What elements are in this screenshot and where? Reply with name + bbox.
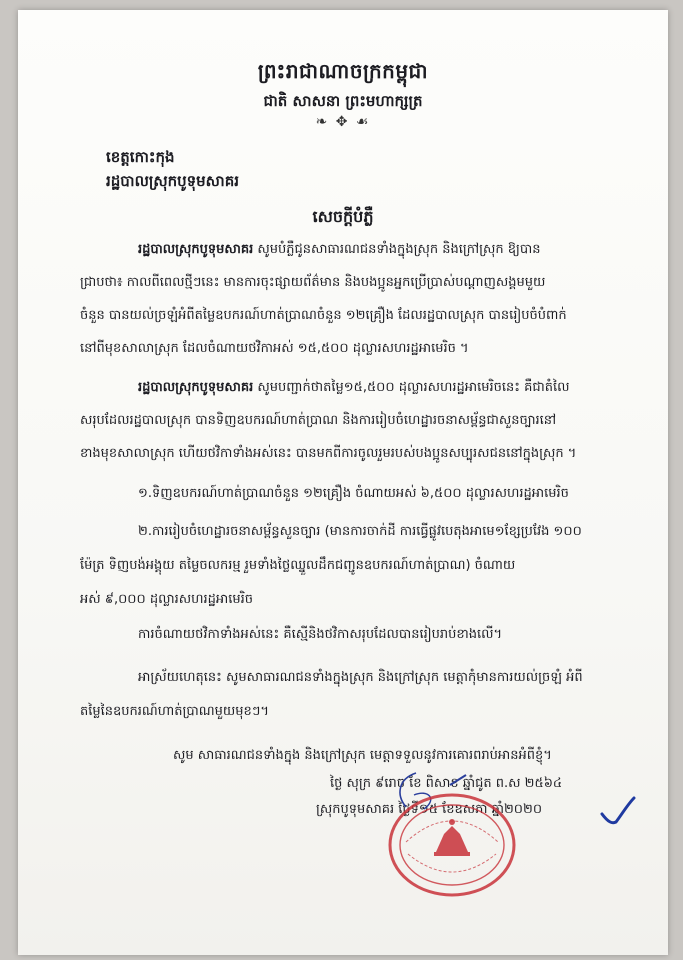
official-stamp <box>386 790 518 900</box>
p1-line-1 <box>138 242 540 258</box>
document-page <box>18 10 668 955</box>
p2-lead: រដ្ឋបាលស្រុកបូទុមសាគរ <box>138 380 254 395</box>
document-title: សេចក្តីបំភ្លឺ <box>312 207 374 226</box>
p1-line-2: ជ្រាបថា៖ កាលពីពេលថ្មីៗនេះ មានការចុះផ្សាយព័ត៌មាន និងបងប្អូនអ្នកប្រើប្រាស់បណ្តាញសង្គមមួយ <box>80 275 546 290</box>
kingdom-heading: ព្រះរាជាណាចក្រកម្ពុជា <box>257 59 429 83</box>
signature-checkmark <box>598 796 638 832</box>
expense-item-2-line-1: ២.ការរៀបចំហេដ្ឋារចនាសម្ព័ន្ធសួនច្បារ (មានការចាក់ដី ការធ្វើផ្លូវបេតុងអាមេ១ខ្សែប្រវែង ១០០ <box>138 524 582 539</box>
expense-item-2-line-3: អស់ ៩,០០០ ដុល្លារសហរដ្ឋអាមេរិច <box>80 592 253 607</box>
p3-line-2: តម្លៃនៃឧបករណ៍ហាត់ប្រាណមួយមុខៗ។ <box>80 704 269 719</box>
p2-line-1 <box>138 380 569 396</box>
p1-lead: រដ្ឋបាលស្រុកបូទុមសាគរ <box>138 242 254 257</box>
p1-line-1-text: សូមបំភ្លឺជូនសាធារណជនទាំងក្នុងស្រុក និងក្រៅស្រុក ឱ្យបាន <box>253 242 541 257</box>
p1-line-4: នៅពីមុខសាលាស្រុក ដែលចំណាយថវិកាអស់ ១៥,៥០០ ដុល្លារសហរដ្ឋអាមេរិច ។ <box>80 341 469 356</box>
p2-line-2: សរុបដែលរដ្ឋបាលស្រុក បានទិញឧបករណ៍ហាត់ប្រាណ និងការរៀបចំហេដ្ឋារចនាសម្ព័ន្ធជាសួនច្បារនៅ <box>80 413 557 428</box>
ornament-divider: ❧ ✥ ☙ <box>315 114 371 130</box>
district-administration: រដ្ឋបាលស្រុកបូទុមសាគរ <box>106 172 240 190</box>
lunar-date: ថ្ងៃ សុក្រ ៩រោច ខែ ពិសាខ ឆ្នាំជូត ព.ស ២៥៦៤ <box>330 776 563 791</box>
p2-line-3: ខាងមុខសាលាស្រុក ហើយថវិកាទាំងអស់នេះ បានមកពីការចូលរួមរបស់បងប្អូនសប្បុរសជននៅក្នុងស្រុក ។ <box>80 446 577 461</box>
expense-item-2-line-2: ម៉ែត្រ ទិញបង់អង្គុយ តម្លៃចលករម្ម រួមទាំងថ្លៃឈ្នួលដឹកជញ្ជូនឧបករណ៍ហាត់ប្រាណ) ចំណាយ <box>80 558 516 573</box>
solar-date: ស្រុកបូទុមសាគរ ថ្ងៃទី១៥ ខែឧសភា ឆ្នាំ២០២០ <box>316 802 543 817</box>
p3-line-1: អាស្រ័យហេតុនេះ សូមសាធារណជនទាំងក្នុងស្រុក និងក្រៅស្រុក មេត្តាកុំមានការយល់ច្រឡំ អំពី <box>138 670 583 685</box>
closing-line: សូម សាធារណជនទាំងក្នុង និងក្រៅស្រុក មេត្តាទទួលនូវការគោរពរាប់អានអំពីខ្ញុំ។ <box>173 748 552 763</box>
national-motto: ជាតិ សាសនា ព្រះមហាក្សត្រ <box>263 92 423 110</box>
p1-line-3: ចំនួន បានយល់ច្រឡំអំពីតម្លៃឧបករណ៍ហាត់ប្រាណចំនួន ១២គ្រឿង ដែលរដ្ឋបាលស្រុក បានរៀបចំបំពាក់ <box>80 308 567 323</box>
p2-line-1-text: សូមបញ្ជាក់ថាតម្លៃ១៥,៥០០ ដុល្លារសហរដ្ឋអាមេរិចនេះ គឺជាតំលៃ <box>253 380 570 395</box>
expense-summary: ការចំណាយថវិកាទាំងអស់នេះ គឺស្មើនិងថវិកាសរុបដែលបានរៀបរាប់ខាងលើ។ <box>138 627 503 642</box>
expense-item-1: ១.ទិញឧបករណ៍ហាត់ប្រាណចំនួន ១២គ្រឿង ចំណាយអស់ ៦,៥០០ ដុល្លារសហរដ្ឋអាមេរិច <box>138 486 569 501</box>
province-name: ខេត្តកោះកុង <box>106 148 175 166</box>
